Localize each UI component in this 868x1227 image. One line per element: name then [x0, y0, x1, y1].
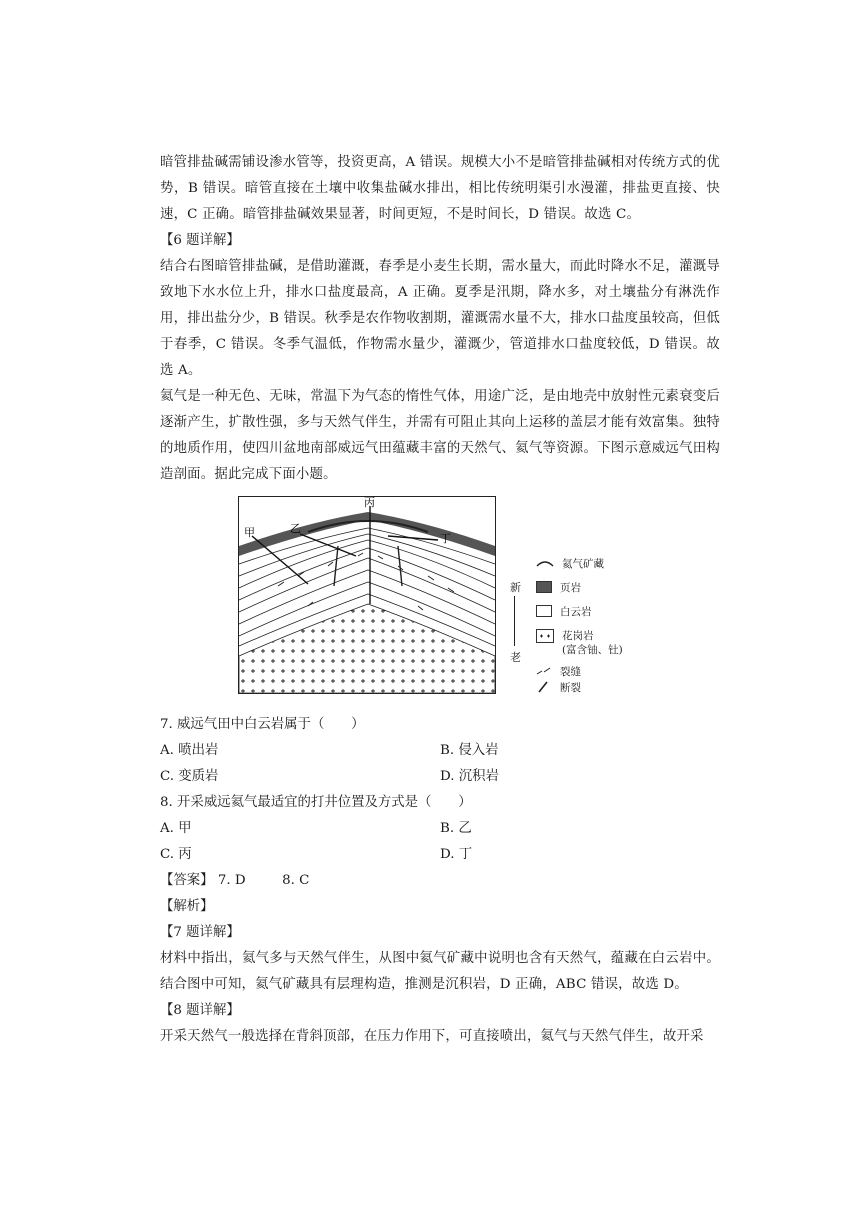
age-axis — [514, 596, 515, 646]
q8-option-c: C. 丙 — [160, 847, 192, 862]
question-7-options-row1 — [160, 738, 720, 764]
section-title-q8: 【8 题详解】 — [160, 1003, 240, 1018]
section-title-q7: 【7 题详解】 — [160, 925, 240, 940]
q8-option-a: A. 甲 — [160, 821, 192, 836]
paragraph-intro: 氦气是一种无色、无味，常温下为气态的惰性气体，用途广泛，是由地壳中放射性元素衰变后逐渐产生，扩散性强，多与天然气伴生，并需有可阻止其向上运移的盖层才能有效富集。独特的地质作用，使四川盆地南部威远气田蕴藏丰富的天然气、氦气等资源。下图示意威远气田构造剖面。据此完成下面小题。 — [160, 389, 720, 482]
paragraph-q5-explanation: 暗管排盐碱需铺设渗水管等，投资更高，A 错误。规模大小不是暗管排盐碱相对传统方式的优势，B 错误。暗管直接在土壤中收集盐碱水排出，相比传统明渠引水漫灌，排盐更直接、快速，C 正确。暗管排盐碱效果显著，时间更短，不是时间长，D 错误。故选 C。 — [160, 155, 720, 222]
question-8-options-row1 — [160, 816, 720, 842]
q7-option-d: D. 沉积岩 — [440, 769, 499, 784]
dolomite-swatch — [536, 605, 552, 617]
document-page — [160, 150, 720, 1050]
q7-option-c: C. 变质岩 — [160, 769, 219, 784]
granite-swatch — [536, 629, 554, 643]
legend-granite: 花岗岩 (富含铀、钍) — [536, 629, 623, 659]
cross-section-diagram — [238, 496, 496, 694]
legend-helium: 氦气矿藏 — [536, 555, 604, 571]
label-yi: 乙 — [290, 522, 301, 535]
paragraph-q6-explanation: 结合右图暗管排盐碱，是借助灌溉，春季是小麦生长期，需水量大，而此时降水不足，灌溉导致地下水水位上升，排水口盐度最高，A 正确。夏季是汛期，降水多，对土壤盐分有淋洗作用，排出盐分少，B 错误。秋季是农作物收割期，灌溉需水量不大，排水口盐度虽较高，但低于春季，C 错误。冬季气温低，作物需水量少，灌溉少，管道排水口盐度较低，D 错误。故选 A。 — [160, 259, 720, 378]
q8-option-b: B. 乙 — [440, 821, 472, 836]
question-8-stem: 8. 开采威远氦气最适宜的打井位置及方式是（ ） — [160, 795, 472, 810]
q8-option-d: D. 丁 — [440, 847, 473, 862]
legend-dolomite: 白云岩 — [536, 603, 592, 619]
label-ding: 丁 — [440, 532, 451, 545]
axis-old-label: 老 — [510, 651, 521, 664]
question-7-options-row2 — [160, 764, 720, 790]
figure-legend — [510, 551, 670, 694]
legend-fracture: 裂缝 — [536, 663, 581, 679]
paragraph-q8-explanation: 开采天然气一般选择在背斜顶部，在压力作用下，可直接喷出，氦气与天然气伴生，故开采 — [160, 1029, 704, 1044]
helium-deposit-icon — [536, 558, 554, 568]
label-jia: 甲 — [244, 526, 255, 539]
fracture-icon — [536, 666, 552, 676]
legend-fault: 断裂 — [536, 679, 581, 695]
answer-q7: 7. D — [217, 873, 246, 888]
section-title-q6: 【6 题详解】 — [160, 233, 240, 248]
geologic-cross-section-figure — [160, 496, 720, 706]
analysis-label: 【解析】 — [160, 899, 214, 914]
axis-new-label: 新 — [510, 581, 521, 594]
legend-shale: 页岩 — [536, 579, 581, 595]
paragraph-q7-explanation: 材料中指出，氦气多与天然气伴生，从图中氦气矿藏中说明也含有天然气，蕴藏在白云岩中。结合图中可知，氦气矿藏具有层理构造，推测是沉积岩，D 正确，ABC 错误，故选 D。 — [160, 951, 720, 992]
q7-option-a: A. 喷出岩 — [160, 743, 219, 758]
answer-row — [160, 868, 720, 894]
answer-label: 【答案】 — [160, 873, 214, 888]
label-bing: 丙 — [364, 496, 375, 509]
answer-q8: 8. C — [282, 873, 310, 888]
question-7-stem: 7. 威远气田中白云岩属于（ ） — [160, 717, 365, 732]
question-8-options-row2 — [160, 842, 720, 868]
q7-option-b: B. 侵入岩 — [440, 743, 499, 758]
shale-swatch — [536, 581, 552, 593]
fault-icon — [536, 681, 552, 693]
